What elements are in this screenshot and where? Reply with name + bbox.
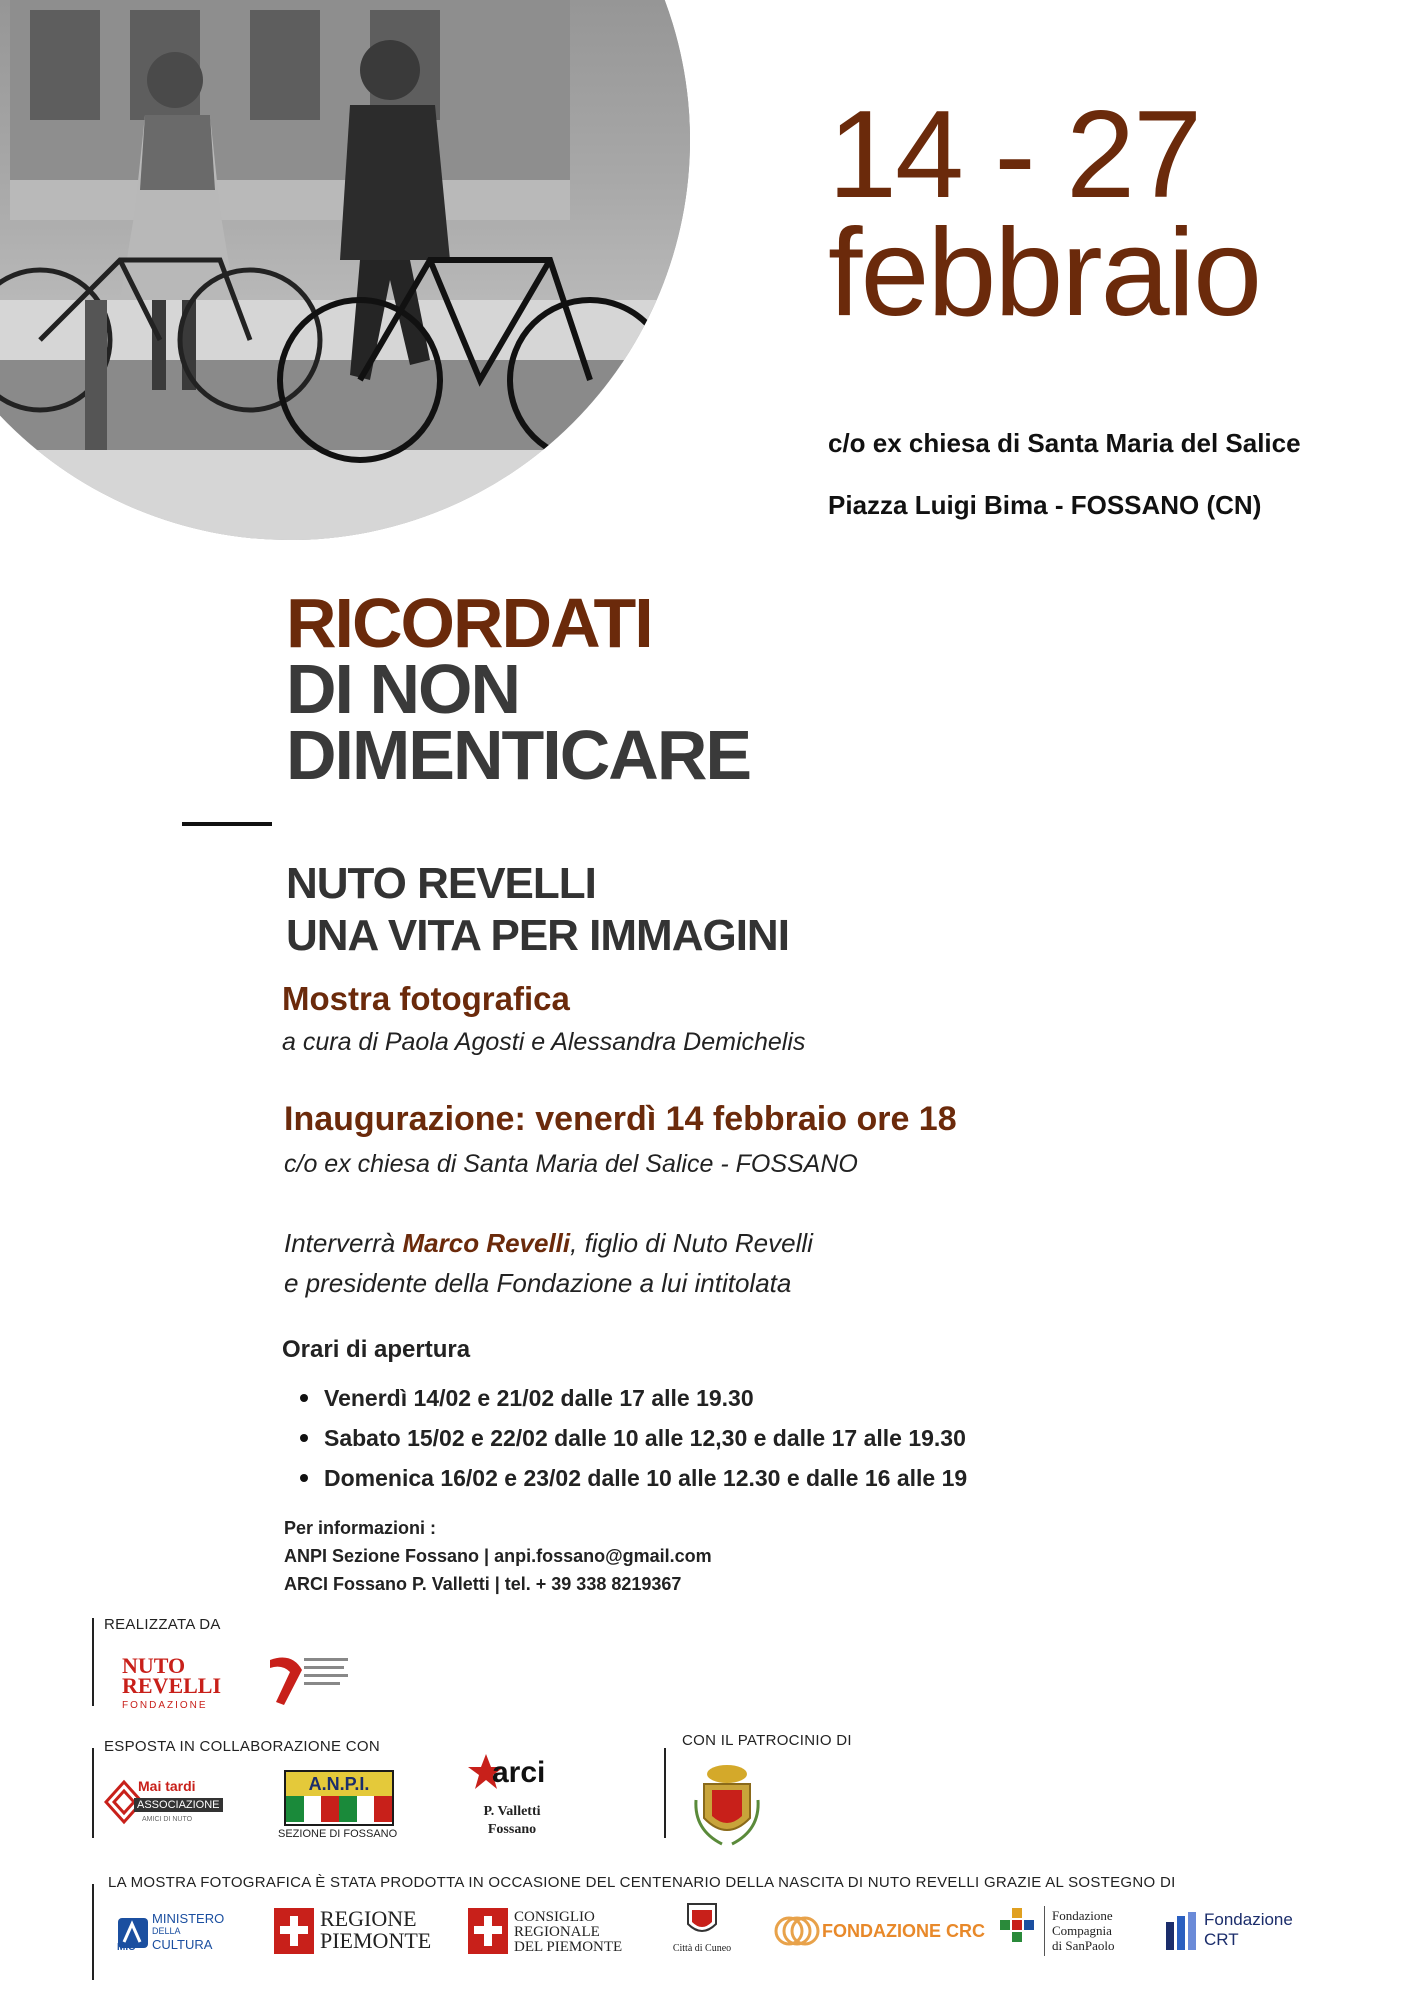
subtitle-line: NUTO REVELLI: [286, 859, 596, 908]
fondazione-crt-logo: [1166, 1910, 1306, 1954]
realized-by-label: REALIZZATA DA: [104, 1616, 221, 1633]
inauguration-place: c/o ex chiesa di Santa Maria del Salice - FOSSANO: [284, 1150, 858, 1178]
hours-item: Domenica 16/02 e 23/02 dalle 10 alle 12.30 e dalle 16 alle 19: [300, 1458, 967, 1498]
logo-text: di SanPaolo: [1052, 1938, 1115, 1953]
compagnia-sanpaolo-logo: [1000, 1906, 1140, 1956]
logo-text: MiC: [117, 1942, 136, 1953]
venue-line-2: Piazza Luigi Bima - FOSSANO (CN): [828, 490, 1262, 520]
logo-text: NUTO: [122, 1653, 186, 1678]
info-heading: Per informazioni :: [284, 1518, 437, 1538]
logo-text: A.N.P.I.: [286, 1772, 392, 1796]
logo-text: arci: [492, 1756, 546, 1789]
speaker-prefix: Interverrà: [284, 1228, 403, 1258]
logo-text: Fossano: [487, 1822, 537, 1837]
hours-heading: Orari di apertura: [282, 1336, 471, 1363]
curators: a cura di Paola Agosti e Alessandra Demichelis: [282, 1028, 806, 1056]
logo-text: Compagnia: [1052, 1923, 1112, 1938]
subtitle-line: UNA VITA PER IMMAGINI: [286, 911, 789, 960]
logo-text: REVELLI: [122, 1673, 222, 1698]
logo-text: ASSOCIAZIONE: [134, 1798, 223, 1812]
title-line: DI NON: [286, 650, 519, 728]
date-range-text: 14 - 27: [828, 86, 1201, 224]
anpi-section: SEZIONE DI FOSSANO: [278, 1828, 398, 1840]
consiglio-regionale-logo: [468, 1908, 628, 1956]
divider: [92, 1748, 94, 1838]
exhibition-subtitle: [286, 858, 789, 962]
logo-text: Città di Cuneo: [672, 1943, 732, 1954]
logo-text: CULTURA: [152, 1937, 213, 1952]
divider: [664, 1748, 666, 1838]
regione-piemonte-logo: [274, 1908, 434, 1956]
speaker-name: Marco Revelli: [402, 1228, 571, 1258]
produced-label: LA MOSTRA FOTOGRAFICA È STATA PRODOTTA IN OCCASIONE DEL CENTENARIO DELLA NASCITA DI NUTO REVELLI GRAZIE AL SOSTEGNO DI: [108, 1874, 1176, 1891]
collaboration-label: ESPOSTA IN COLLABORAZIONE CON: [104, 1738, 380, 1755]
info-line-2: ARCI Fossano P. Valletti | tel. + 39 338 8219367: [284, 1574, 682, 1594]
logo-text: PIEMONTE: [320, 1928, 432, 1953]
logo-text: REGIONALE: [514, 1924, 600, 1940]
historical-photo: [0, 0, 690, 540]
nuto-revelli-logo: [122, 1653, 222, 1716]
logo-text: Fondazione: [1052, 1908, 1113, 1923]
logo-text: CONSIGLIO: [514, 1909, 595, 1925]
logo-text: Mai tardi: [138, 1778, 196, 1794]
title-line: RICORDATI: [286, 584, 652, 662]
logo-text: REGIONE: [320, 1906, 417, 1931]
hours-item: Sabato 15/02 e 22/02 dalle 10 alle 12,30 e dalle 17 alle 19.30: [300, 1418, 967, 1458]
hours-item: Venerdì 14/02 e 21/02 dalle 17 alle 19.30: [300, 1378, 967, 1418]
logo-text: MINISTERO: [152, 1911, 225, 1926]
hours-list: [300, 1378, 967, 1498]
logo-text: DEL PIEMONTE: [514, 1939, 623, 1955]
logo-text: FONDAZIONE: [122, 1700, 208, 1711]
anpi-logo: [284, 1770, 394, 1826]
logo-text: P. Valletti: [483, 1804, 541, 1819]
speaker-line-2: e presidente della Fondazione a lui intitolata: [284, 1268, 792, 1298]
mai-tardi-logo: [104, 1772, 220, 1832]
date-heading: [828, 86, 1261, 342]
logo-text: AMICI DI NUTO: [142, 1816, 193, 1823]
divider: [92, 1884, 94, 1980]
logo-text: FONDAZIONE CRC: [822, 1921, 985, 1941]
date-month-text: febbraio: [828, 204, 1261, 342]
divider: [182, 822, 272, 826]
fondazione-crc-logo: [774, 1914, 985, 1948]
exhibition-title: [286, 584, 751, 794]
divider: [92, 1618, 94, 1706]
logo-text: DELLA: [152, 1926, 181, 1936]
ministero-cultura-logo: [116, 1912, 236, 1958]
logo-text: Fondazione: [1204, 1910, 1293, 1929]
venue-line-1: c/o ex chiesa di Santa Maria del Salice: [828, 428, 1301, 458]
exhibition-type: Mostra fotografica: [282, 980, 570, 1017]
arci-logo: [462, 1752, 562, 1848]
logo-text: CRT: [1204, 1930, 1239, 1949]
info-line-1: ANPI Sezione Fossano | anpi.fossano@gmail.com: [284, 1546, 712, 1566]
speaker-suffix: , figlio di Nuto Revelli: [570, 1228, 813, 1258]
patronage-label: CON IL PATROCINIO DI: [682, 1732, 852, 1749]
institute-logo: [262, 1650, 352, 1710]
citta-di-cuneo-logo: [664, 1900, 740, 1960]
title-line: DIMENTICARE: [286, 716, 751, 794]
speaker-line-1: [284, 1228, 813, 1259]
inauguration-heading: Inaugurazione: venerdì 14 febbraio ore 18: [284, 1100, 957, 1138]
fossano-crest-icon: [692, 1760, 762, 1850]
